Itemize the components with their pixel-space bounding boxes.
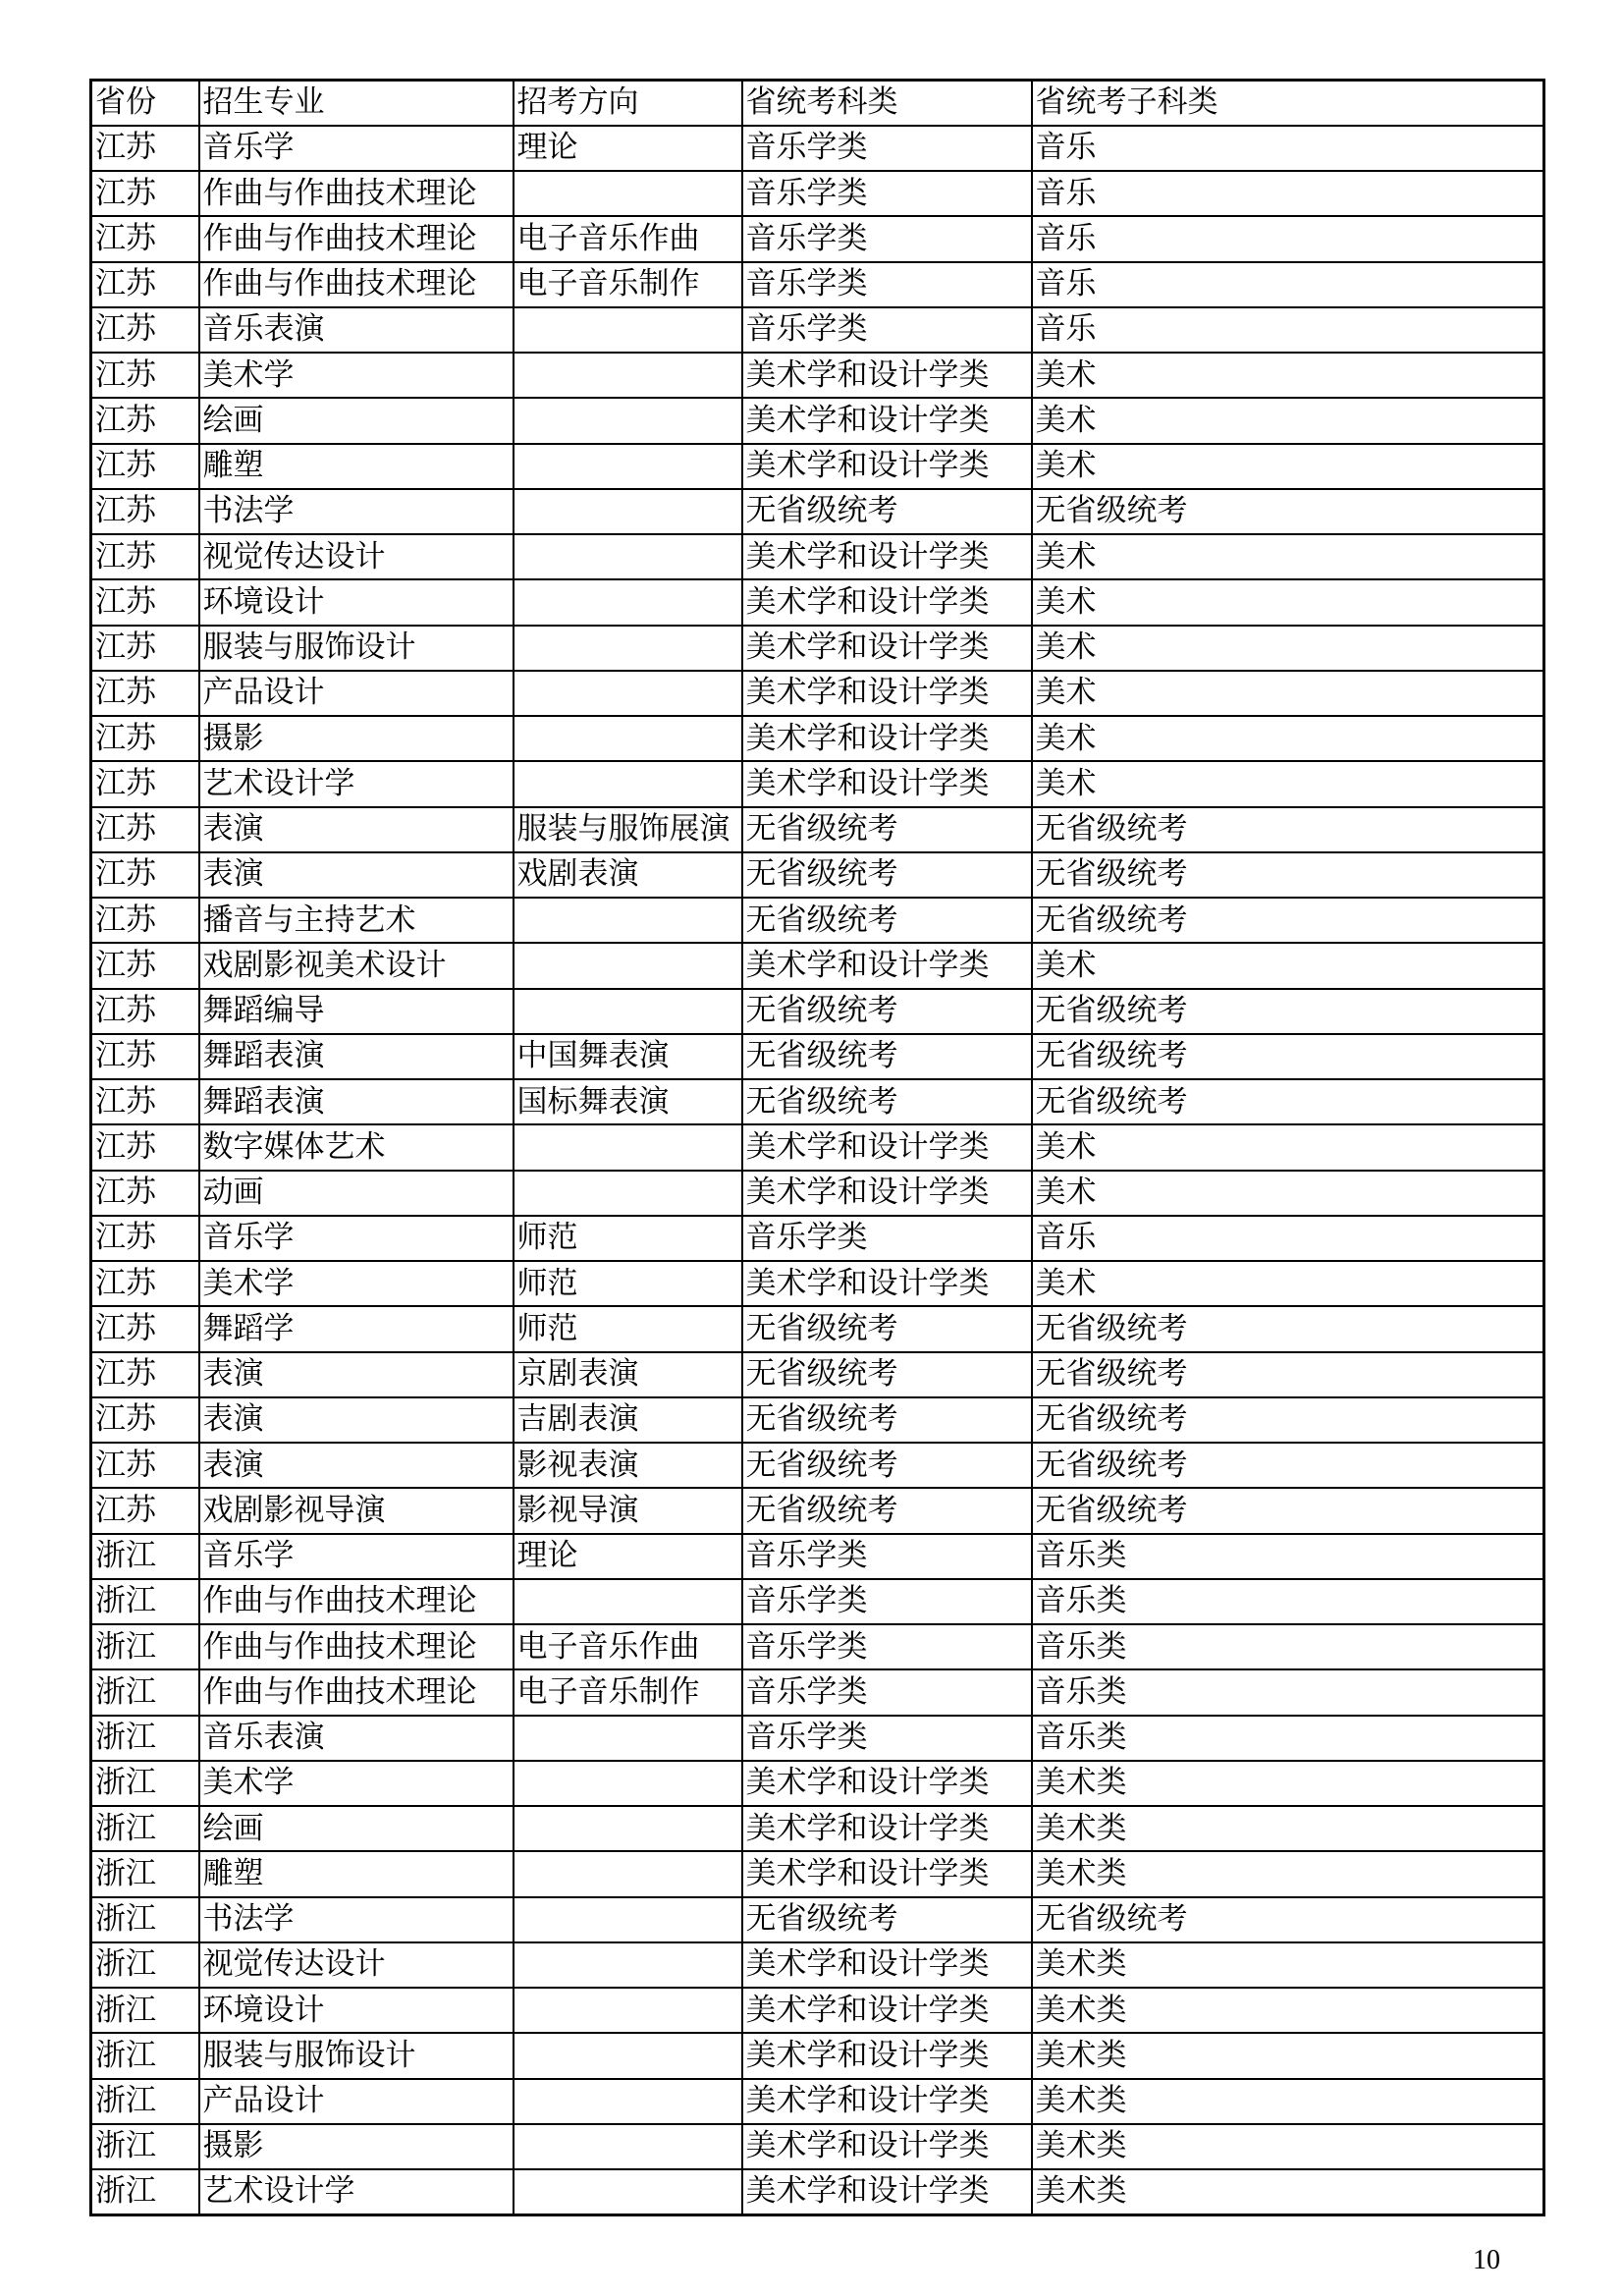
cell-exam-subcategory: 音乐类: [1032, 1716, 1544, 1761]
cell-exam-subcategory: 美术: [1032, 1124, 1544, 1170]
table-row: [91, 1942, 1544, 1988]
cell-exam-subcategory: 无省级统考: [1032, 852, 1544, 898]
cell-direction: [514, 1171, 742, 1216]
table-row: [91, 1216, 1544, 1261]
cell-direction: [514, 943, 742, 988]
cell-exam-subcategory: 美术: [1032, 761, 1544, 806]
cell-direction: [514, 1716, 742, 1761]
cell-major: 表演: [199, 1443, 514, 1488]
cell-major: 音乐学: [199, 1216, 514, 1261]
table-row: [91, 1352, 1544, 1397]
cell-direction: [514, 1124, 742, 1170]
table-row: [91, 398, 1544, 443]
cell-province: 江苏: [91, 353, 199, 398]
cell-exam-subcategory: 美术类: [1032, 2169, 1544, 2214]
cell-major: 环境设计: [199, 579, 514, 625]
cell-exam-category: 美术学和设计学类: [742, 1942, 1032, 1988]
cell-exam-category: 无省级统考: [742, 807, 1032, 852]
cell-exam-subcategory: 音乐: [1032, 262, 1544, 307]
cell-direction: [514, 671, 742, 716]
table-row: [91, 126, 1544, 171]
cell-direction: [514, 989, 742, 1034]
cell-exam-subcategory: 美术类: [1032, 1988, 1544, 2033]
cell-exam-category: 无省级统考: [742, 1397, 1032, 1443]
cell-exam-subcategory: 无省级统考: [1032, 1306, 1544, 1351]
cell-major: 舞蹈学: [199, 1306, 514, 1351]
cell-direction: [514, 716, 742, 761]
cell-major: 书法学: [199, 1897, 514, 1942]
cell-major: 戏剧影视美术设计: [199, 943, 514, 988]
table-row: [91, 1624, 1544, 1669]
table-row: [91, 1034, 1544, 1079]
cell-province: 江苏: [91, 716, 199, 761]
table-row: [91, 534, 1544, 579]
cell-direction: 影视表演: [514, 1443, 742, 1488]
cell-major: 雕塑: [199, 1851, 514, 1896]
cell-exam-category: 无省级统考: [742, 1897, 1032, 1942]
cell-exam-category: 美术学和设计学类: [742, 1124, 1032, 1170]
cell-direction: [514, 307, 742, 353]
cell-exam-category: 音乐学类: [742, 171, 1032, 216]
cell-direction: 电子音乐制作: [514, 1669, 742, 1715]
cell-major: 服装与服饰设计: [199, 2033, 514, 2078]
cell-exam-subcategory: 美术类: [1032, 2033, 1544, 2078]
table-header-row: [91, 81, 1544, 126]
cell-exam-subcategory: 音乐: [1032, 126, 1544, 171]
cell-province: 江苏: [91, 126, 199, 171]
table-row: [91, 307, 1544, 353]
cell-major: 舞蹈表演: [199, 1034, 514, 1079]
cell-exam-category: 美术学和设计学类: [742, 1988, 1032, 2033]
cell-province: 江苏: [91, 398, 199, 443]
table-row: [91, 262, 1544, 307]
table-row: [91, 171, 1544, 216]
cell-province: 江苏: [91, 1261, 199, 1306]
cell-province: 浙江: [91, 2124, 199, 2169]
cell-direction: 电子音乐制作: [514, 262, 742, 307]
cell-exam-subcategory: 美术类: [1032, 2124, 1544, 2169]
cell-exam-category: 无省级统考: [742, 1034, 1032, 1079]
cell-major: 戏剧影视导演: [199, 1488, 514, 1533]
cell-direction: [514, 2079, 742, 2124]
cell-major: 表演: [199, 1352, 514, 1397]
cell-province: 江苏: [91, 943, 199, 988]
cell-major: 音乐表演: [199, 307, 514, 353]
cell-province: 浙江: [91, 2169, 199, 2214]
cell-exam-subcategory: 美术: [1032, 534, 1544, 579]
cell-exam-subcategory: 美术: [1032, 444, 1544, 489]
cell-major: 作曲与作曲技术理论: [199, 262, 514, 307]
cell-major: 作曲与作曲技术理论: [199, 1669, 514, 1715]
cell-direction: [514, 171, 742, 216]
cell-province: 江苏: [91, 444, 199, 489]
cell-province: 江苏: [91, 1171, 199, 1216]
cell-exam-category: 美术学和设计学类: [742, 1761, 1032, 1806]
cell-exam-subcategory: 无省级统考: [1032, 489, 1544, 534]
cell-direction: [514, 626, 742, 671]
cell-exam-category: 无省级统考: [742, 1443, 1032, 1488]
cell-exam-subcategory: 美术: [1032, 353, 1544, 398]
cell-exam-category: 美术学和设计学类: [742, 2124, 1032, 2169]
cell-major: 视觉传达设计: [199, 534, 514, 579]
cell-exam-subcategory: 美术类: [1032, 1761, 1544, 1806]
table-row: [91, 943, 1544, 988]
cell-exam-subcategory: 无省级统考: [1032, 898, 1544, 943]
table-body: [91, 126, 1544, 2215]
table-row: [91, 444, 1544, 489]
cell-province: 江苏: [91, 1079, 199, 1124]
cell-direction: [514, 898, 742, 943]
page-number: 10: [1473, 2245, 1500, 2275]
cell-exam-subcategory: 音乐: [1032, 307, 1544, 353]
cell-direction: 京剧表演: [514, 1352, 742, 1397]
table-row: [91, 579, 1544, 625]
cell-direction: 师范: [514, 1216, 742, 1261]
cell-direction: 服装与服饰展演: [514, 807, 742, 852]
cell-exam-subcategory: 音乐: [1032, 171, 1544, 216]
cell-province: 江苏: [91, 989, 199, 1034]
table-row: [91, 1306, 1544, 1351]
cell-direction: [514, 2124, 742, 2169]
cell-major: 美术学: [199, 353, 514, 398]
cell-province: 江苏: [91, 898, 199, 943]
cell-province: 浙江: [91, 1806, 199, 1851]
cell-direction: [514, 761, 742, 806]
cell-exam-category: 美术学和设计学类: [742, 2033, 1032, 2078]
cell-exam-category: 无省级统考: [742, 989, 1032, 1034]
table-row: [91, 626, 1544, 671]
cell-province: 江苏: [91, 671, 199, 716]
table-row: [91, 1988, 1544, 2033]
cell-exam-category: 音乐学类: [742, 126, 1032, 171]
cell-province: 江苏: [91, 852, 199, 898]
cell-province: 浙江: [91, 2079, 199, 2124]
cell-major: 播音与主持艺术: [199, 898, 514, 943]
table-row: [91, 1397, 1544, 1443]
table-row: [91, 1897, 1544, 1942]
cell-direction: [514, 1988, 742, 2033]
cell-direction: 电子音乐作曲: [514, 1624, 742, 1669]
table-row: [91, 1851, 1544, 1896]
cell-exam-category: 美术学和设计学类: [742, 1171, 1032, 1216]
cell-province: 江苏: [91, 1216, 199, 1261]
cell-province: 江苏: [91, 579, 199, 625]
cell-exam-category: 音乐学类: [742, 216, 1032, 261]
header-province: 省份: [91, 81, 199, 126]
cell-direction: [514, 489, 742, 534]
cell-direction: 理论: [514, 1534, 742, 1579]
table-row: [91, 852, 1544, 898]
cell-exam-category: 无省级统考: [742, 1488, 1032, 1533]
cell-province: 江苏: [91, 307, 199, 353]
cell-exam-category: 无省级统考: [742, 852, 1032, 898]
cell-direction: 师范: [514, 1306, 742, 1351]
cell-direction: 电子音乐作曲: [514, 216, 742, 261]
header-exam-category: 省统考科类: [742, 81, 1032, 126]
cell-major: 动画: [199, 1171, 514, 1216]
cell-major: 环境设计: [199, 1988, 514, 2033]
header-major: 招生专业: [199, 81, 514, 126]
cell-province: 江苏: [91, 1443, 199, 1488]
cell-exam-subcategory: 美术: [1032, 626, 1544, 671]
cell-exam-subcategory: 音乐类: [1032, 1669, 1544, 1715]
table-row: [91, 1261, 1544, 1306]
cell-direction: [514, 1897, 742, 1942]
cell-exam-subcategory: 美术类: [1032, 1942, 1544, 1988]
cell-exam-category: 音乐学类: [742, 1534, 1032, 1579]
cell-direction: 影视导演: [514, 1488, 742, 1533]
cell-exam-subcategory: 无省级统考: [1032, 1443, 1544, 1488]
table-row: [91, 1669, 1544, 1715]
cell-province: 江苏: [91, 262, 199, 307]
header-direction: 招考方向: [514, 81, 742, 126]
table-row: [91, 1534, 1544, 1579]
cell-direction: 中国舞表演: [514, 1034, 742, 1079]
cell-exam-category: 无省级统考: [742, 1079, 1032, 1124]
cell-exam-subcategory: 美术类: [1032, 1806, 1544, 1851]
cell-province: 江苏: [91, 171, 199, 216]
table-row: [91, 807, 1544, 852]
table-row: [91, 489, 1544, 534]
cell-exam-subcategory: 美术: [1032, 398, 1544, 443]
cell-direction: [514, 353, 742, 398]
cell-province: 江苏: [91, 216, 199, 261]
cell-exam-category: 美术学和设计学类: [742, 353, 1032, 398]
table-row: [91, 2079, 1544, 2124]
cell-province: 浙江: [91, 1988, 199, 2033]
table-row: [91, 1124, 1544, 1170]
cell-direction: [514, 1806, 742, 1851]
cell-province: 浙江: [91, 1624, 199, 1669]
table-row: [91, 716, 1544, 761]
cell-exam-subcategory: 音乐类: [1032, 1579, 1544, 1624]
cell-exam-category: 美术学和设计学类: [742, 1851, 1032, 1896]
cell-major: 视觉传达设计: [199, 1942, 514, 1988]
cell-major: 表演: [199, 852, 514, 898]
cell-exam-category: 音乐学类: [742, 1579, 1032, 1624]
cell-exam-subcategory: 无省级统考: [1032, 1488, 1544, 1533]
cell-exam-category: 无省级统考: [742, 898, 1032, 943]
cell-major: 产品设计: [199, 671, 514, 716]
cell-province: 浙江: [91, 1534, 199, 1579]
cell-province: 江苏: [91, 807, 199, 852]
table-row: [91, 1443, 1544, 1488]
table-row: [91, 216, 1544, 261]
cell-major: 美术学: [199, 1761, 514, 1806]
cell-major: 摄影: [199, 2124, 514, 2169]
cell-direction: [514, 1579, 742, 1624]
cell-direction: [514, 534, 742, 579]
cell-exam-category: 美术学和设计学类: [742, 626, 1032, 671]
cell-exam-category: 美术学和设计学类: [742, 398, 1032, 443]
cell-province: 江苏: [91, 626, 199, 671]
cell-major: 音乐学: [199, 126, 514, 171]
table-row: [91, 898, 1544, 943]
cell-exam-subcategory: 无省级统考: [1032, 1034, 1544, 1079]
cell-major: 书法学: [199, 489, 514, 534]
cell-province: 江苏: [91, 534, 199, 579]
cell-province: 江苏: [91, 489, 199, 534]
cell-exam-category: 音乐学类: [742, 262, 1032, 307]
cell-exam-category: 美术学和设计学类: [742, 579, 1032, 625]
cell-exam-subcategory: 无省级统考: [1032, 1079, 1544, 1124]
cell-province: 浙江: [91, 1579, 199, 1624]
table-row: [91, 761, 1544, 806]
cell-province: 江苏: [91, 1124, 199, 1170]
cell-major: 绘画: [199, 398, 514, 443]
cell-exam-category: 无省级统考: [742, 489, 1032, 534]
table-row: [91, 2124, 1544, 2169]
cell-exam-category: 美术学和设计学类: [742, 444, 1032, 489]
cell-major: 音乐表演: [199, 1716, 514, 1761]
cell-exam-category: 美术学和设计学类: [742, 1806, 1032, 1851]
table-row: [91, 1079, 1544, 1124]
cell-exam-subcategory: 无省级统考: [1032, 989, 1544, 1034]
cell-exam-subcategory: 无省级统考: [1032, 807, 1544, 852]
cell-direction: 戏剧表演: [514, 852, 742, 898]
cell-major: 表演: [199, 1397, 514, 1443]
cell-exam-category: 音乐学类: [742, 1624, 1032, 1669]
cell-province: 浙江: [91, 1851, 199, 1896]
cell-exam-category: 美术学和设计学类: [742, 671, 1032, 716]
cell-direction: [514, 1851, 742, 1896]
cell-exam-subcategory: 美术: [1032, 1171, 1544, 1216]
cell-province: 浙江: [91, 1669, 199, 1715]
cell-major: 作曲与作曲技术理论: [199, 171, 514, 216]
cell-major: 作曲与作曲技术理论: [199, 1624, 514, 1669]
cell-exam-subcategory: 美术类: [1032, 1851, 1544, 1896]
cell-province: 浙江: [91, 1761, 199, 1806]
cell-exam-category: 美术学和设计学类: [742, 761, 1032, 806]
cell-major: 作曲与作曲技术理论: [199, 1579, 514, 1624]
cell-direction: [514, 579, 742, 625]
table-row: [91, 1716, 1544, 1761]
cell-province: 江苏: [91, 1352, 199, 1397]
cell-major: 音乐学: [199, 1534, 514, 1579]
table-row: [91, 2169, 1544, 2214]
cell-exam-subcategory: 美术: [1032, 1261, 1544, 1306]
cell-major: 艺术设计学: [199, 2169, 514, 2214]
cell-exam-category: 美术学和设计学类: [742, 534, 1032, 579]
cell-exam-category: 音乐学类: [742, 1216, 1032, 1261]
cell-province: 江苏: [91, 1306, 199, 1351]
table-row: [91, 1761, 1544, 1806]
cell-direction: [514, 1761, 742, 1806]
cell-province: 浙江: [91, 1897, 199, 1942]
cell-exam-category: 音乐学类: [742, 1669, 1032, 1715]
cell-major: 雕塑: [199, 444, 514, 489]
cell-exam-subcategory: 音乐类: [1032, 1534, 1544, 1579]
cell-direction: 理论: [514, 126, 742, 171]
cell-exam-category: 音乐学类: [742, 1716, 1032, 1761]
cell-exam-category: 美术学和设计学类: [742, 943, 1032, 988]
cell-major: 作曲与作曲技术理论: [199, 216, 514, 261]
cell-direction: 师范: [514, 1261, 742, 1306]
cell-exam-category: 音乐学类: [742, 307, 1032, 353]
cell-major: 摄影: [199, 716, 514, 761]
cell-exam-category: 美术学和设计学类: [742, 2079, 1032, 2124]
cell-direction: [514, 2033, 742, 2078]
cell-direction: 吉剧表演: [514, 1397, 742, 1443]
cell-province: 江苏: [91, 1488, 199, 1533]
table-row: [91, 1806, 1544, 1851]
cell-province: 江苏: [91, 1397, 199, 1443]
cell-major: 绘画: [199, 1806, 514, 1851]
cell-province: 浙江: [91, 1716, 199, 1761]
cell-province: 江苏: [91, 761, 199, 806]
table-row: [91, 353, 1544, 398]
table-row: [91, 989, 1544, 1034]
cell-exam-subcategory: 美术: [1032, 579, 1544, 625]
cell-major: 数字媒体艺术: [199, 1124, 514, 1170]
table-row: [91, 2033, 1544, 2078]
cell-exam-subcategory: 美术类: [1032, 2079, 1544, 2124]
cell-major: 表演: [199, 807, 514, 852]
cell-exam-subcategory: 美术: [1032, 716, 1544, 761]
cell-exam-subcategory: 音乐类: [1032, 1624, 1544, 1669]
cell-province: 浙江: [91, 2033, 199, 2078]
cell-exam-subcategory: 美术: [1032, 671, 1544, 716]
cell-exam-subcategory: 音乐: [1032, 1216, 1544, 1261]
table-row: [91, 1579, 1544, 1624]
cell-exam-category: 无省级统考: [742, 1306, 1032, 1351]
cell-exam-subcategory: 美术: [1032, 943, 1544, 988]
cell-exam-subcategory: 无省级统考: [1032, 1352, 1544, 1397]
cell-exam-category: 美术学和设计学类: [742, 2169, 1032, 2214]
cell-province: 江苏: [91, 1034, 199, 1079]
cell-direction: [514, 398, 742, 443]
cell-direction: [514, 2169, 742, 2214]
cell-exam-category: 无省级统考: [742, 1352, 1032, 1397]
cell-exam-category: 美术学和设计学类: [742, 1261, 1032, 1306]
cell-direction: 国标舞表演: [514, 1079, 742, 1124]
cell-major: 产品设计: [199, 2079, 514, 2124]
cell-exam-subcategory: 无省级统考: [1032, 1397, 1544, 1443]
table-row: [91, 1171, 1544, 1216]
cell-direction: [514, 1942, 742, 1988]
table-row: [91, 1488, 1544, 1533]
cell-major: 美术学: [199, 1261, 514, 1306]
cell-province: 浙江: [91, 1942, 199, 1988]
admissions-table: [89, 79, 1545, 2216]
cell-exam-subcategory: 无省级统考: [1032, 1897, 1544, 1942]
cell-direction: [514, 444, 742, 489]
cell-exam-subcategory: 音乐: [1032, 216, 1544, 261]
cell-major: 舞蹈编导: [199, 989, 514, 1034]
table-row: [91, 671, 1544, 716]
cell-exam-category: 美术学和设计学类: [742, 716, 1032, 761]
cell-major: 艺术设计学: [199, 761, 514, 806]
cell-major: 舞蹈表演: [199, 1079, 514, 1124]
cell-major: 服装与服饰设计: [199, 626, 514, 671]
header-exam-subcategory: 省统考子科类: [1032, 81, 1544, 126]
